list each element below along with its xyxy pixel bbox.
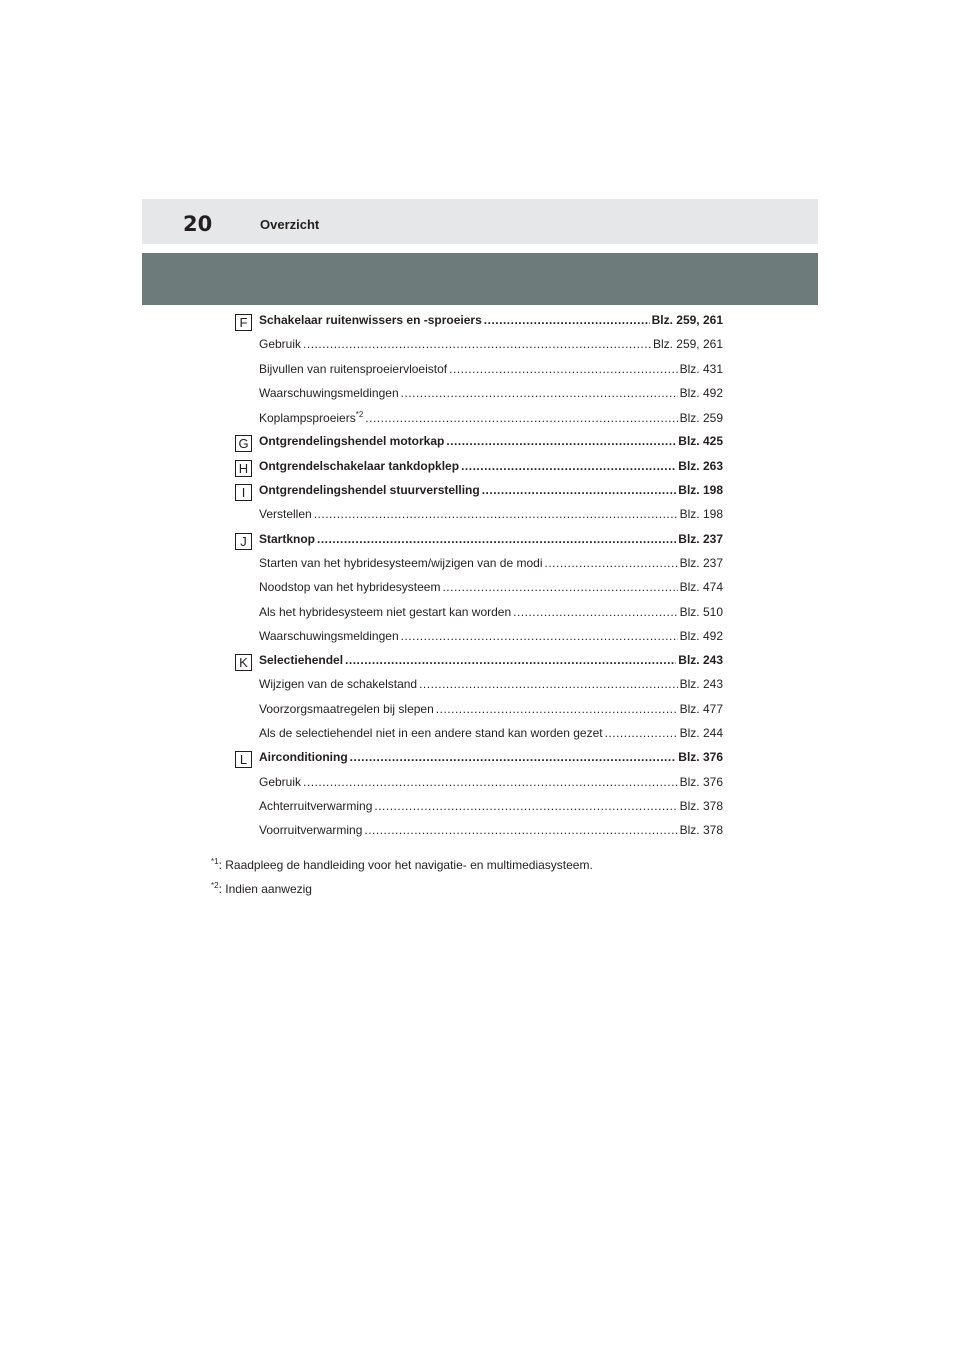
section-title: Overzicht (260, 217, 320, 232)
entry-label-text: Als de selectiehendel niet in een andere stand kan worden gezet (259, 726, 603, 741)
entry-label-text: Ontgrendelingshendel stuurverstelling (259, 483, 480, 498)
entry-label-text: Voorruitverwarming (259, 823, 363, 838)
toc-main-entry (238, 458, 723, 483)
entry-label (259, 702, 434, 716)
entry-label-text: Ontgrendelingshendel motorkap (259, 434, 445, 449)
page-reference: Blz. 259, 261 (652, 337, 723, 352)
page-reference: Blz. 259, 261 (651, 313, 723, 327)
page-reference: Blz. 376 (678, 750, 723, 765)
page-reference: Blz. 244 (679, 726, 723, 741)
entry-label-text: Bijvullen van ruitensproeiervloeistof (259, 361, 448, 376)
page-reference: Blz. 243 (679, 677, 723, 692)
page-reference: Blz. 510 (679, 604, 723, 619)
footnote-mark: *1 (211, 857, 219, 866)
page-reference: Blz. 237 (678, 531, 723, 546)
entry-label (259, 313, 482, 327)
dot-leader (484, 313, 650, 327)
dot-leader (364, 823, 677, 837)
page-reference: Blz. 431 (679, 361, 723, 376)
toc-sub-entry (259, 629, 723, 653)
dot-leader (605, 726, 678, 740)
entry-label-text: Wijzigen van de schakelstand (259, 677, 418, 692)
toc-main-entry (238, 434, 723, 458)
dot-leader (350, 750, 677, 764)
page-reference: Blz. 474 (679, 580, 723, 595)
dot-leader (401, 629, 678, 643)
dot-leader (303, 775, 678, 789)
entry-label (259, 726, 603, 740)
section-letter-marker: G (235, 435, 252, 452)
toc-sub-entry (259, 362, 723, 386)
footnote-2 (211, 881, 312, 896)
page-reference: Blz. 492 (679, 385, 723, 400)
entry-label-text: Achterruitverwarming (259, 798, 373, 813)
toc-sub-entry (259, 580, 723, 604)
entry-label (259, 362, 447, 376)
toc-sub-entry (259, 775, 723, 799)
page-reference: Blz. 263 (678, 458, 723, 473)
dot-leader (442, 580, 677, 594)
toc-main-entry (239, 653, 723, 677)
entry-label (259, 750, 348, 764)
footnote-reference: *2 (355, 410, 364, 420)
entry-label-text: Airconditioning (259, 750, 348, 765)
toc-sub-entry (259, 677, 723, 701)
entry-label-text: Selectiehendel (259, 653, 344, 668)
toc-list (238, 313, 723, 848)
entry-label (259, 483, 480, 497)
page-reference: Blz. 378 (679, 823, 723, 838)
entry-label (259, 677, 417, 691)
dot-leader (436, 702, 678, 716)
entry-label (259, 459, 459, 473)
entry-label-text: Koplampsproeiers (259, 411, 356, 426)
entry-label (259, 410, 363, 425)
dot-leader (303, 337, 651, 351)
toc-sub-entry (259, 507, 723, 531)
page-reference: Blz. 477 (679, 701, 723, 716)
toc-main-entry (239, 750, 723, 774)
toc-sub-entry (259, 410, 723, 434)
entry-label-text: Gebruik (259, 774, 302, 789)
toc-main-entry (240, 531, 723, 556)
entry-label (259, 337, 301, 351)
entry-label-text: Ontgrendelschakelaar tankdopklep (259, 458, 460, 473)
dot-leader (374, 799, 677, 813)
page-reference: Blz. 376 (679, 774, 723, 789)
entry-label-text: Noodstop van het hybridesysteem (259, 580, 441, 595)
entry-label-text: Schakelaar ruitenwissers en -sproeiers (259, 313, 482, 327)
toc-sub-entry (259, 337, 723, 361)
entry-label (259, 605, 511, 619)
entry-label-text: Gebruik (259, 337, 302, 352)
entry-label-text: Startknop (259, 531, 316, 546)
footnote-text: : Raadpleeg de handleiding voor het navigatie- en multimediasysteem. (218, 858, 593, 872)
section-letter-marker: I (235, 484, 252, 501)
page-reference: Blz. 198 (678, 483, 723, 498)
page-reference: Blz. 243 (678, 653, 723, 668)
page-reference: Blz. 198 (679, 507, 723, 522)
toc-sub-entry (259, 823, 723, 847)
page-reference: Blz. 237 (679, 555, 723, 570)
dot-leader (449, 362, 678, 376)
toc-main-entry (241, 483, 723, 507)
dot-leader (513, 605, 678, 619)
section-letter-marker: F (235, 314, 252, 331)
entry-label-text: Waarschuwingsmeldingen (259, 385, 399, 400)
page-reference: Blz. 378 (679, 798, 723, 813)
entry-label (259, 556, 542, 570)
entry-label (259, 799, 372, 813)
entry-label (259, 532, 315, 546)
page-reference: Blz. 259 (679, 411, 723, 426)
footnote-1 (211, 857, 593, 872)
dot-leader (544, 556, 677, 570)
page-number: 20 (183, 212, 213, 236)
dot-leader (461, 459, 676, 473)
entry-label (259, 507, 312, 521)
page-reference: Blz. 492 (679, 628, 723, 643)
dot-leader (482, 483, 677, 497)
dot-leader (401, 386, 678, 400)
toc-sub-entry (259, 386, 723, 410)
entry-label (259, 580, 440, 594)
toc-main-entry (239, 313, 723, 337)
toc-sub-entry (259, 799, 723, 823)
entry-label-text: Starten van het hybridesysteem/wijzigen van de modi (259, 555, 543, 570)
dot-leader (345, 653, 676, 667)
entry-label-text: Verstellen (259, 507, 312, 522)
footnote-text: : Indien aanwezig (218, 882, 312, 896)
section-letter-marker: L (235, 751, 252, 768)
entry-label (259, 629, 399, 643)
toc-sub-entry (259, 702, 723, 726)
dot-leader (317, 532, 676, 546)
header-bar (142, 199, 818, 244)
entry-label (259, 775, 301, 789)
entry-label (259, 823, 362, 837)
toc-sub-entry (259, 556, 723, 580)
page-reference: Blz. 425 (678, 434, 723, 449)
toc-sub-entry (259, 726, 723, 750)
section-letter-marker: J (235, 533, 252, 550)
toc-sub-entry (259, 605, 723, 629)
entry-label-text: Waarschuwingsmeldingen (259, 628, 399, 643)
dot-leader (365, 411, 677, 425)
entry-label (259, 434, 444, 448)
image-band (142, 253, 818, 305)
entry-label-text: Als het hybridesysteem niet gestart kan worden (259, 604, 512, 619)
entry-label-text: Voorzorgsmaatregelen bij slepen (259, 701, 434, 716)
dot-leader (419, 677, 678, 691)
section-letter-marker: K (235, 654, 252, 671)
dot-leader (446, 434, 676, 448)
entry-label (259, 653, 343, 667)
dot-leader (314, 507, 678, 521)
entry-label (259, 386, 399, 400)
section-letter-marker: H (235, 460, 252, 477)
footnote-mark: *2 (211, 881, 219, 890)
